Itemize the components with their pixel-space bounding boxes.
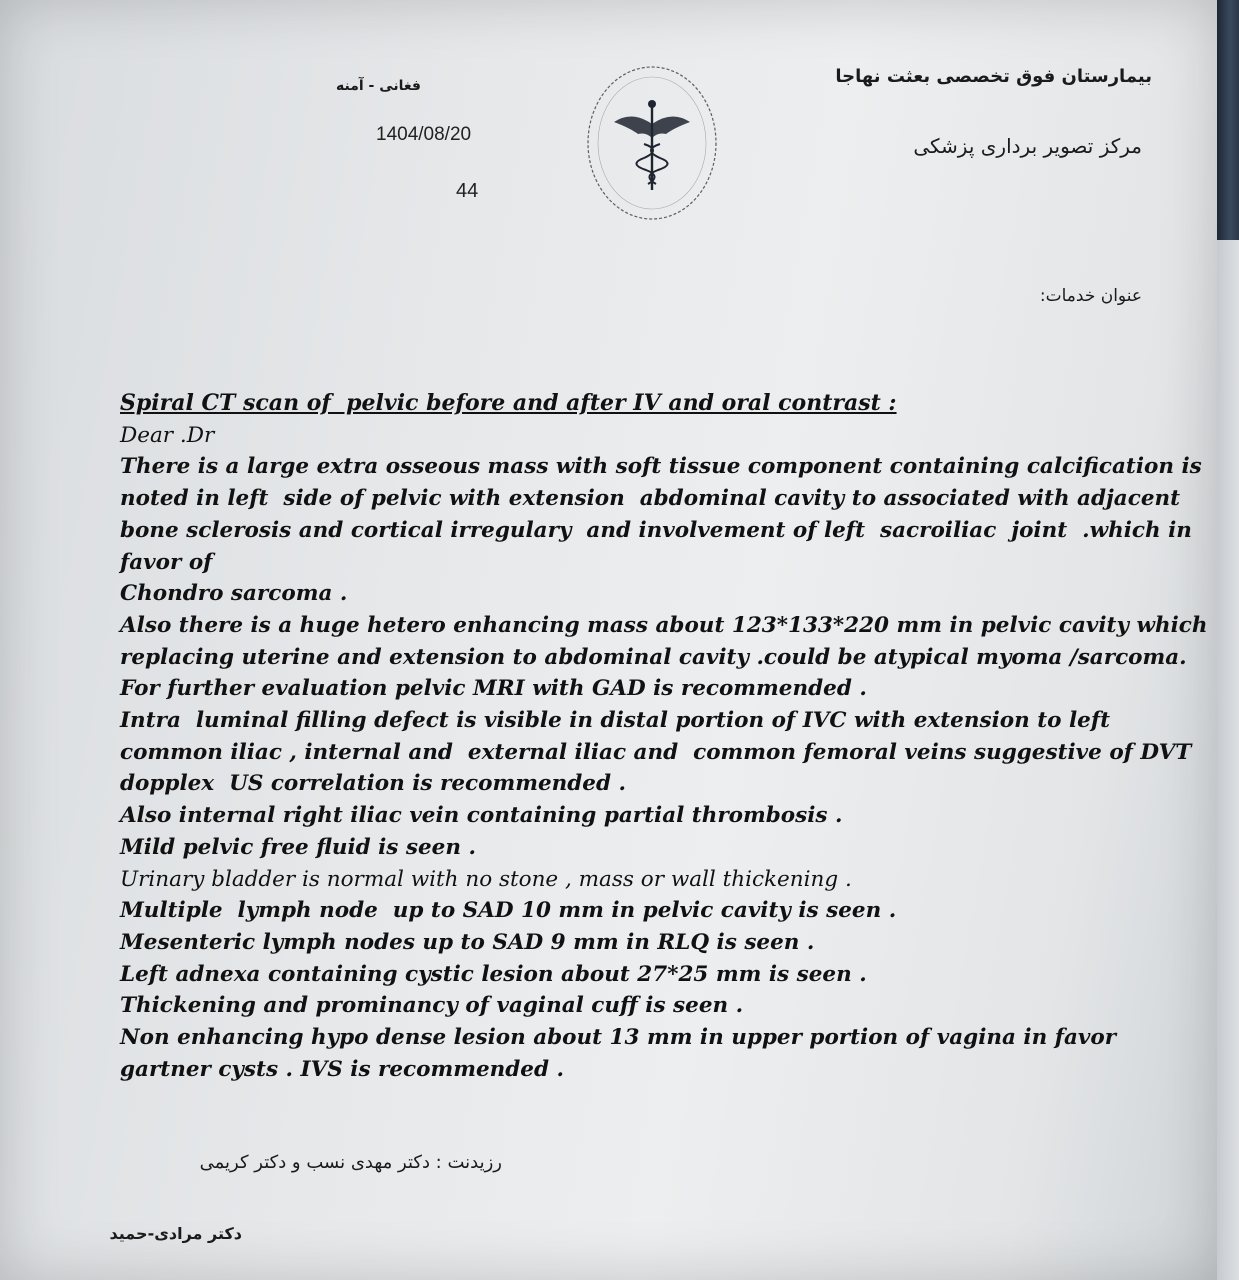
hospital-seal-icon bbox=[582, 62, 722, 224]
report-body bbox=[120, 388, 1208, 1085]
report-line: replacing uterine and extension to abdominal cavity .could be atypical myoma /sarcoma. bbox=[120, 644, 1187, 670]
imaging-center: مرکز تصویر برداری پزشکی bbox=[913, 134, 1142, 158]
report-line: Thickening and prominancy of vaginal cuff is seen . bbox=[120, 993, 744, 1019]
report-line: Left adnexa containing cystic lesion about 27*25 mm is seen . bbox=[120, 961, 867, 987]
report-line: common iliac , internal and external iliac and common femoral veins suggestive of DVT bbox=[120, 739, 1192, 765]
report-line: Chondro sarcoma . bbox=[120, 581, 348, 607]
report-line: noted in left side of pelvic with extension abdominal cavity to associated with adjacent bbox=[120, 486, 1181, 512]
report-line: Multiple lymph node up to SAD 10 mm in pelvic cavity is seen . bbox=[120, 898, 897, 924]
report-line: Also there is a huge hetero enhancing mass about 123*133*220 mm in pelvic cavity which bbox=[120, 612, 1208, 638]
doctor-signature: دکتر مرادی-حمید bbox=[109, 1224, 242, 1243]
report-number: 44 bbox=[456, 180, 479, 202]
background-paper-edge bbox=[1217, 240, 1239, 1280]
report-line: gartner cysts . IVS is recommended . bbox=[120, 1056, 564, 1082]
report-title: Spiral CT scan of pelvic before and after IV and oral contrast : bbox=[120, 390, 897, 416]
report-line: Mild pelvic free fluid is seen . bbox=[120, 834, 476, 860]
resident-signature: رزیدنت : دکتر مهدی نسب و دکتر کریمی bbox=[199, 1152, 502, 1173]
patient-name: فغانی - آمنه bbox=[336, 78, 421, 94]
report-line: Also internal right iliac vein containing partial thrombosis . bbox=[120, 803, 843, 829]
report-line: Intra luminal filling defect is visible in distal portion of IVC with extension to left bbox=[120, 708, 1111, 734]
report-date: 1404/08/20 bbox=[376, 124, 472, 145]
hospital-name: بیمارستان فوق تخصصی بعثت نهاجا bbox=[835, 66, 1152, 87]
report-line: favor of bbox=[120, 549, 213, 575]
report-line: Mesenteric lymph nodes up to SAD 9 mm in RLQ is seen . bbox=[120, 929, 815, 955]
report-line: dopplex US correlation is recommended . bbox=[120, 771, 626, 797]
report-line: There is a large extra osseous mass with soft tissue component containing calcification is bbox=[120, 454, 1202, 480]
report-line: For further evaluation pelvic MRI with GAD is recommended . bbox=[120, 676, 867, 702]
report-line: bone sclerosis and cortical irregulary and involvement of left sacroiliac joint .which in bbox=[120, 517, 1192, 543]
report-line: Urinary bladder is normal with no stone , mass or wall thickening . bbox=[120, 866, 852, 892]
services-label: عنوان خدمات: bbox=[1039, 286, 1142, 306]
report-line: Non enhancing hypo dense lesion about 13 mm in upper portion of vagina in favor bbox=[120, 1025, 1117, 1051]
report-line: Dear .Dr bbox=[120, 422, 215, 448]
